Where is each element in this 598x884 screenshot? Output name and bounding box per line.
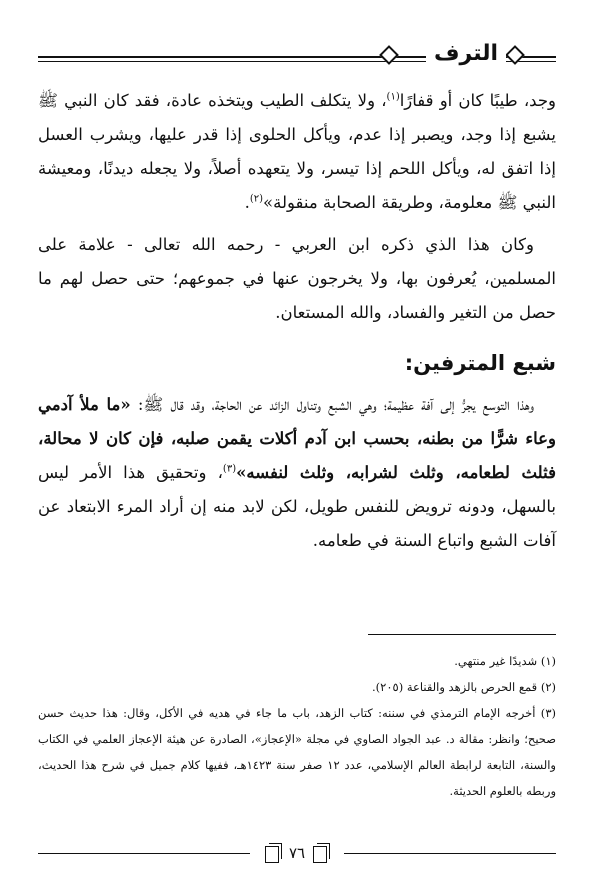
paragraph-1 [38,84,556,220]
footnote-3: (٣) أخرجه الإمام الترمذي في سننه: كتاب الزهد، باب ما جاء في هديه في الأكل، وقال: هذا حديث حسن صحيح؛ وانظر: مقالة د. عبد الجواد الصاوي في مجلة «الإعجاز»، الصادرة عن هيئة الإعجاز العلمي في الكتاب والسنة، التابعة لرابطة العالم الإسلامي، عدد ١٢ صفر سنة ١٤٢٣هـ، ففيها كلام جميل في شرح هذا الحديث، وربطه بالعلوم الحديثة. [38,706,556,798]
footnote-2: (٢) قمع الحرص بالزهد والقناعة (٢٠٥). [372,680,556,694]
page-footer [38,836,556,866]
page-number-box [252,840,342,866]
footnote-1: (١) شديدًا غير منتهي. [454,654,556,668]
footnote-ref-2: (٢) [249,193,264,205]
footnote-separator [368,634,556,635]
footer-rule-left [38,853,250,854]
page-number: ٧٦ [288,844,306,862]
footnote-ref-1: (١) [386,91,400,103]
book-icon [265,843,281,863]
header-title: الترف [426,40,506,68]
paragraph-2: وكان هذا الذي ذكره ابن العربي - رحمه الله تعالى - علامة على المسلمين، يُعرفون بها، ولا يخرجون عنها في جموعهم؛ حتى حصل لهم ما حصل من التغير والفساد، والله المستعان. [38,235,556,322]
paragraph-3-rest: ، وتحقيق هذا الأمر ليس بالسهل، ودونه ترويض للنفس طويل، لكن لابد منه إن أراد المرء الابتعاد عن آفات الشبع واتباع السنة في طعامه. [38,463,556,550]
section-heading: شبع المترفين: [404,351,556,375]
paragraph-1-text: وجد، طيبًا كان أو قفارًا$^{(١)}$، ولا يتكلف الطيب ويتخذه عادة، فقد كان النبي ﷺ يشبع إذا وجد، ويصبر إذا عدم، ويأكل الحلوى إذا قدر عليها، ويشرب العسل إذا اتفق له، ويأكل اللحم إذا تيسر، ولا يتعهده أصلاً، ولا يجعله ديدنًا، ومعيشة النبي ﷺ معلومة، وطريقة الصحابة منقولة» [38,91,556,212]
footer-rule-right [344,853,556,854]
hadith-quote: «ما ملأ آدمي وعاء شرًّا من بطنه، بحسب ابن آدم أكلات يقمن صلبه، فإن كان لا محالة، فثلث لطعامه، وثلث لشرابه، وثلث لنفسه» [38,395,556,482]
footnote-ref-3: (٣) [222,463,237,475]
running-header [38,34,556,74]
paragraph-3-intro: وهذا التوسع يجرُّ إلى آفة عظيمة؛ وهي الشبع وتناول الزائد عن الحاجة، وقد قال ﷺ: [130,395,535,414]
book-icon [313,843,329,863]
footnotes [38,648,556,804]
paragraph-1-end: . [244,193,250,212]
paragraph-3 [38,388,556,558]
main-text [38,84,556,558]
